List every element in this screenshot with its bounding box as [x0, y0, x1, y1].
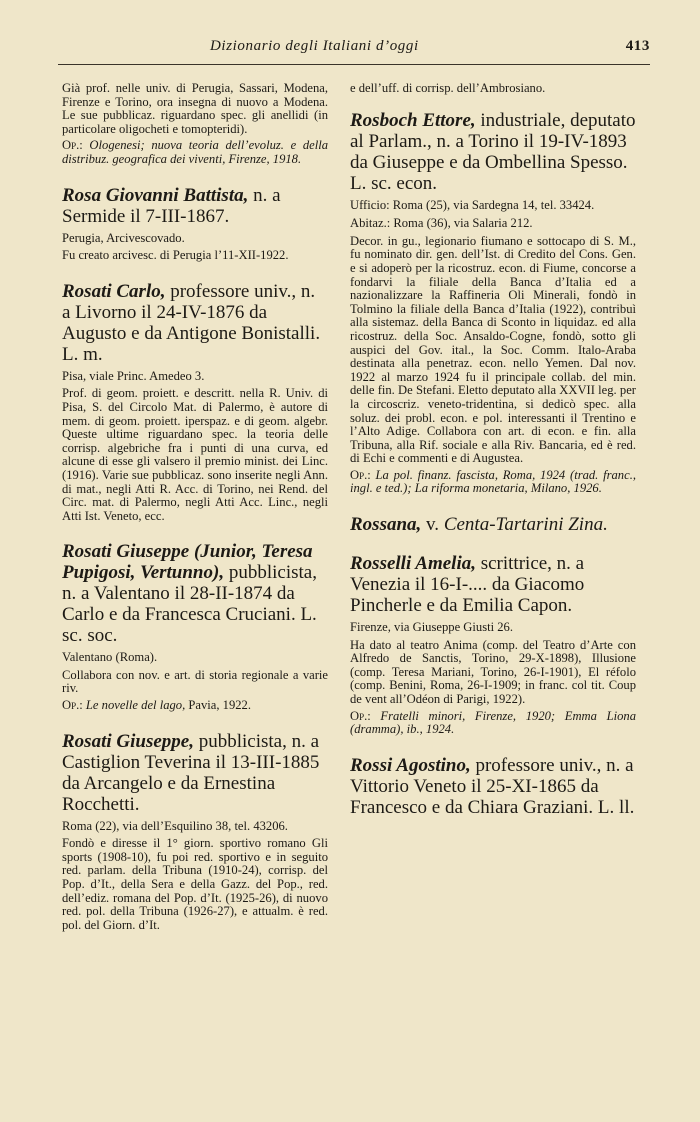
entry-biography: Decor. in gu., legionario fiumano e sottocapo di S. M., fu nominato dir. gen. dell’Ist. di Credito del Cons. Gen. e si adoperò per la ricostruz. econ. di Fiume, concorse a fondarvi la filiale della Banca d’Italia ed a nazionalizzare la Raffineria Oli Minerali, fondò in Tolmino la filiale della Banca d’Italia (1922), contribuì alla sistemaz. della Banca di Sconto in liquidaz. ed alla ricostruz. della Soc. Ansaldo-Cogne, fondò, sotto gli auspici del Gov. ital., la Soc. Comm. Italo-Araba destinata alla penetraz. econ. nello Yemen. Dal nov. 1922 al marzo 1924 fu il principale collab. del min. delle fin. De Stefani. Eletto deputato alla XXVII leg. per la circoscriz. veneto-tridentina, si dedicò spec. alla soluz. dei probl. econ. e pol. interessanti il Trentino e l’Alto Adige. Collabora con art. di econ. e fin. alla Tribuna, alla Rif. sociale e alla Riv. Bancaria, ed è red. di Echi e commenti e di Augustea. — [350, 233, 636, 466]
entry-cross-reference: Centa-Tartarini Zina. — [443, 514, 608, 536]
entry-description: pubblicista, n. a Valentano il 28-II-1874 da Carlo e da Francesca Cruciani. L. sc. soc. — [62, 562, 317, 647]
entry-works — [350, 469, 636, 496]
entry-biography: Collabora con nov. e art. di storia regionale a varie riv. — [62, 667, 328, 696]
works-title: Le novelle del lago, — [85, 698, 186, 713]
entry-description: industriale, deputato al Parlam., n. a Torino il 19-IV-1893 da Giuseppe e da Ombellina Spesso. L. sc. econ. — [350, 109, 636, 194]
entry-biography: Fu creato arcivesc. di Perugia l’11-XII-1922. — [62, 248, 289, 263]
entry-heading — [62, 281, 328, 365]
entry-name: Rossana, — [350, 514, 422, 536]
entry-heading — [350, 755, 636, 818]
right-column — [350, 82, 636, 818]
entry-heading — [62, 185, 328, 227]
entry-heading — [62, 541, 328, 646]
running-title: Dizionario degli Italiani d’oggi — [210, 38, 419, 54]
entry-name: Rosa Giovanni Battista, — [62, 184, 249, 206]
entry-name: Rosati Giuseppe, — [62, 730, 194, 752]
entry-name: Rosati Giuseppe (Junior, Teresa Pupigosi, Vertunno), — [62, 541, 313, 584]
entry-name: Rosati Carlo, — [62, 280, 166, 302]
entry-heading — [350, 514, 636, 535]
continued-entry-text: Già prof. nelle univ. di Perugia, Sassari, Modena, Firenze e Torino, ora insegna di nuovo a Modena. Le sue pubblicaz. riguardano spec. gli anellidi (in particolare oligocheti e tomopteridi). — [62, 81, 328, 136]
entry-address: Pisa, viale Princ. Amedeo 3. — [62, 368, 205, 383]
works-label: Op.: — [62, 138, 83, 153]
entry-heading — [62, 731, 328, 815]
entry-address: Roma (22), via dell’Esquilino 38, tel. 43206. — [62, 818, 288, 833]
page-header — [210, 38, 650, 55]
entry-heading — [350, 110, 636, 194]
entry-description: professore univ., n. a Vittorio Veneto il 25-XI-1865 da Francesco e da Chiara Graziani. L. ll. — [350, 754, 635, 818]
header-rule — [58, 64, 650, 65]
left-column — [62, 82, 328, 932]
entry-biography: Prof. di geom. proiett. e descritt. nella R. Univ. di Pisa, S. del Circolo Mat. di Palermo, è autore di mem. di geom. proiett. iperspaz. e di geom. algebr. Queste ultime riguardano spec. la teoria delle corrisp. algebriche fra i punti di una curva, ed alcune di esse gli valsero il premio minist. dei Linc. (1916). Varie sue pubblicaz. sono inserite negli Ann. di mat., negli Atti R. Acc. di Torino, nei Rend. del Circ. mat. di Palermo, negli Atti Acc. Linc., negli Atti Ist. Veneto, ecc. — [62, 386, 328, 523]
entry-name: Rosselli Amelia, — [350, 553, 476, 575]
entry-heading — [350, 553, 636, 616]
works-label: Op.: — [350, 467, 371, 482]
entry-office-address: Ufficio: Roma (25), via Sardegna 14, tel. 33424. — [350, 197, 595, 212]
entry-description: scrittrice, n. a Venezia il 16-I-.... da Giacomo Pincherle e da Emilia Capon. — [350, 553, 585, 617]
works-text: Fratelli minori, Firenze, 1920; Emma Liona (dramma), ib., 1924. — [350, 708, 636, 737]
works-label: Op.: — [62, 698, 83, 713]
entry-home-address: Abitaz.: Roma (36), via Salaria 212. — [350, 216, 533, 231]
entry-biography: Ha dato al teatro Anima (comp. del Teatro d’Arte con Alfredo de Sanctis, Torino, 29-X-1898), Illusione (comp. Teresa Mariani, Torino, 26-I-1901), El réfolo (comp. Benini, Roma, 26-I-1909; in franc. col tit. Coup de vent all’Odéon di Parigi, 1922). — [350, 637, 636, 707]
works-text: Ologenesi; nuova teoria dell’evoluz. e della distribuz. geografica dei viventi, Firenze, 1918. — [62, 138, 329, 166]
entry-address: Perugia, Arcivescovado. — [62, 230, 185, 245]
entry-address: Valentano (Roma). — [62, 650, 158, 665]
entry-description: v. — [421, 514, 444, 536]
entry-description: professore univ., n. a Livorno il 24-IV-1876 da Augusto e da Antigone Bonistalli. L. m. — [62, 280, 321, 365]
continued-entry-works — [62, 139, 328, 166]
entry-address: Firenze, via Giuseppe Giusti 26. — [350, 620, 513, 635]
entry-description: pubblicista, n. a Castiglion Teverina il 13-III-1885 da Arcangelo e da Ernestina Rocchetti. — [62, 730, 320, 815]
works-text: La pol. finanz. fascista, Roma, 1924 (trad. franc., ingl. e ted.); La riforma monetaria, Milano, 1926. — [350, 467, 636, 496]
entry-description: n. a Sermide il 7-III-1867. — [62, 184, 281, 227]
works-label: Op.: — [350, 708, 371, 723]
entry-works — [62, 699, 328, 713]
works-text: Pavia, 1922. — [185, 698, 251, 713]
entry-name: Rossi Agostino, — [350, 754, 471, 776]
continued-entry-text: e dell’uff. di corrisp. dell’Ambrosiano. — [350, 81, 546, 95]
entry-works — [350, 710, 636, 737]
page-number: 413 — [625, 38, 650, 54]
entry-name: Rosboch Ettore, — [350, 109, 476, 131]
entry-biography: Fondò e diresse il 1° giorn. sportivo romano Gli sports (1908-10), fu poi red. sportivo e in seguito red. parlam. della Tribuna (1910-24), corrisp. del Pop. d’It., della Sera e della Gazz. del Pop., red. dell’ediz. romana del Pop. d’It. (1925-26), di nuovo red. pol. della Tribuna (1926-27), e attualm. è red. pol. del Giorn. d’It. — [62, 836, 328, 932]
